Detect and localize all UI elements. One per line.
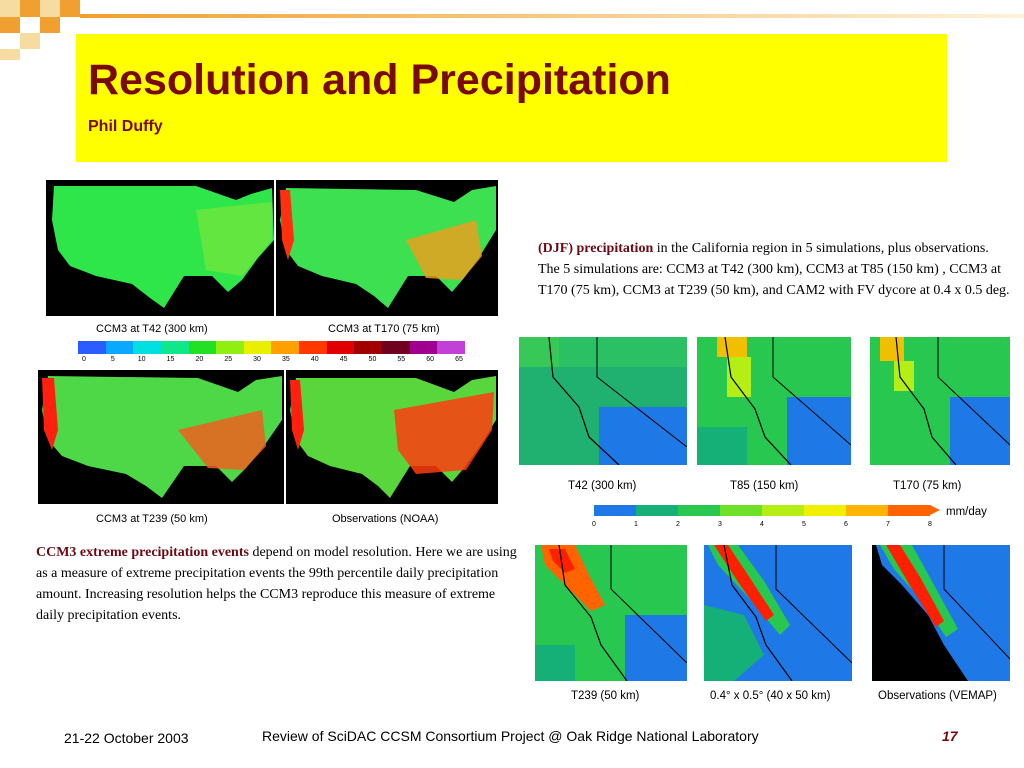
ca-colorbar xyxy=(594,505,930,516)
bottom-description-bold: CCM3 extreme precipitation events xyxy=(36,545,249,560)
us-colorbar-tick: 55 xyxy=(397,356,406,363)
title-box xyxy=(76,34,947,162)
us-colorbar-segment xyxy=(244,341,272,354)
us-map-t42 xyxy=(46,180,274,316)
us-map-t170 xyxy=(276,180,498,316)
ca-map-vemap-overlay xyxy=(872,545,1010,681)
us-colorbar-segment xyxy=(410,341,438,354)
us-colorbar-segment xyxy=(354,341,382,354)
us-map-t42-shape xyxy=(46,180,274,316)
ca-map-t239 xyxy=(535,545,687,681)
us-map-t239 xyxy=(38,370,284,504)
page-number: 17 xyxy=(942,728,958,744)
ca-colorbar-segment xyxy=(762,505,804,516)
ca-map-fv-overlay xyxy=(704,545,852,681)
us-colorbar-segment xyxy=(161,341,189,354)
ca-map-t170-caption: T170 (75 km) xyxy=(893,480,962,492)
us-map-noaa-shape xyxy=(286,370,498,504)
us-colorbar-tick: 10 xyxy=(137,356,146,363)
header-rule xyxy=(80,14,1024,18)
ca-map-fv-caption: 0.4° x 0.5° (40 x 50 km) xyxy=(710,690,831,702)
us-colorbar-tick: 0 xyxy=(82,356,86,363)
us-colorbar-tick: 30 xyxy=(253,356,261,363)
us-map-t170-caption: CCM3 at T170 (75 km) xyxy=(328,323,440,335)
us-map-t239-caption: CCM3 at T239 (50 km) xyxy=(96,513,208,525)
us-colorbar-tick: 25 xyxy=(224,356,233,363)
us-colorbar-segment xyxy=(437,341,465,354)
ca-colorbar-tick: 5 xyxy=(802,521,806,528)
top-description xyxy=(538,238,1010,301)
ca-map-t85 xyxy=(697,337,851,465)
ca-colorbar-arrow xyxy=(930,505,940,515)
ca-map-t239-caption: T239 (50 km) xyxy=(571,690,640,702)
ca-colorbar-tick: 2 xyxy=(676,521,680,528)
us-colorbar-tick: 65 xyxy=(455,356,463,363)
ca-map-t42-caption: T42 (300 km) xyxy=(568,480,637,492)
footer-date: 21-22 October 2003 xyxy=(64,730,189,746)
ca-colorbar-unit: mm/day xyxy=(946,506,987,518)
us-colorbar-tick: 20 xyxy=(195,356,204,363)
ca-map-vemap-caption: Observations (VEMAP) xyxy=(878,690,997,702)
bottom-description-text: depend on model resolution. Here we are using as a measure of extreme precipitation events the 99th percentile daily precipitation amount. Increasing resolution helps the CCM3 reproduce this measure of extreme daily precipitation events. xyxy=(36,545,517,623)
ca-colorbar-segment xyxy=(594,505,636,516)
us-colorbar-segment xyxy=(78,341,106,354)
us-colorbar-tick: 50 xyxy=(368,356,377,363)
top-description-text: in the California region in 5 simulations, plus observations. The 5 simulations are: CCM3 at T42 (300 km), CCM3 at T85 (150 km) , CCM3 at T170 (75 km), CCM3 at T239 (50 km), and CAM2 with FV dycore at 0.4 x 0.5 deg. xyxy=(538,241,1010,298)
ca-map-t85-caption: T85 (150 km) xyxy=(730,480,799,492)
ca-colorbar-tick: 6 xyxy=(844,521,848,528)
us-colorbar-tick: 60 xyxy=(426,356,435,363)
ca-colorbar-segment xyxy=(888,505,930,516)
ca-map-t239-overlay xyxy=(535,545,687,681)
us-map-noaa xyxy=(286,370,498,504)
footer-title: Review of SciDAC CCSM Consortium Project @ Oak Ridge National Laboratory xyxy=(262,728,759,744)
us-colorbar-segment xyxy=(382,341,410,354)
ca-map-t170-overlay xyxy=(870,337,1010,465)
us-colorbar-tick: 15 xyxy=(166,356,175,363)
slide-title: Resolution and Precipitation xyxy=(88,56,671,104)
ca-colorbar-tick: 3 xyxy=(718,521,722,528)
ca-map-t170 xyxy=(870,337,1010,465)
top-description-bold: (DJF) precipitation xyxy=(538,241,654,256)
ca-map-t42-overlay xyxy=(519,337,687,465)
ca-colorbar-tick: 1 xyxy=(634,521,638,528)
us-colorbar-segment xyxy=(133,341,161,354)
ca-map-vemap xyxy=(872,545,1010,681)
us-colorbar-segment xyxy=(327,341,355,354)
us-colorbar-tick: 5 xyxy=(110,356,115,363)
us-colorbar-segment xyxy=(216,341,244,354)
us-map-t170-shape xyxy=(276,180,498,316)
ca-colorbar-segment xyxy=(678,505,720,516)
us-colorbar-segment xyxy=(106,341,134,354)
ca-colorbar-tick: 4 xyxy=(760,521,764,528)
ca-colorbar-tick: 8 xyxy=(928,521,932,528)
ca-colorbar-segment xyxy=(720,505,762,516)
ca-colorbar-tick: 7 xyxy=(886,521,890,528)
ca-map-t42 xyxy=(519,337,687,465)
slide-subtitle: Phil Duffy xyxy=(88,118,163,135)
us-map-t42-east xyxy=(196,202,272,276)
corner-decoration xyxy=(0,0,80,60)
us-map-noaa-caption: Observations (NOAA) xyxy=(332,513,439,525)
ca-colorbar-segment xyxy=(804,505,846,516)
ca-map-fv xyxy=(704,545,852,681)
us-colorbar-tick: 45 xyxy=(339,356,348,363)
ca-colorbar-tick: 0 xyxy=(592,521,596,528)
ca-colorbar-segment xyxy=(636,505,678,516)
ca-map-t85-overlay xyxy=(697,337,851,465)
us-map-t42-caption: CCM3 at T42 (300 km) xyxy=(96,323,208,335)
us-colorbar-segment xyxy=(271,341,299,354)
us-colorbar-segment xyxy=(189,341,217,354)
ca-colorbar-segment xyxy=(846,505,888,516)
us-map-t239-shape xyxy=(38,370,284,504)
us-colorbar xyxy=(78,341,465,354)
us-colorbar-segment xyxy=(299,341,327,354)
us-colorbar-tick: 35 xyxy=(282,356,290,363)
us-colorbar-tick: 40 xyxy=(310,356,319,363)
bottom-description xyxy=(36,542,520,626)
